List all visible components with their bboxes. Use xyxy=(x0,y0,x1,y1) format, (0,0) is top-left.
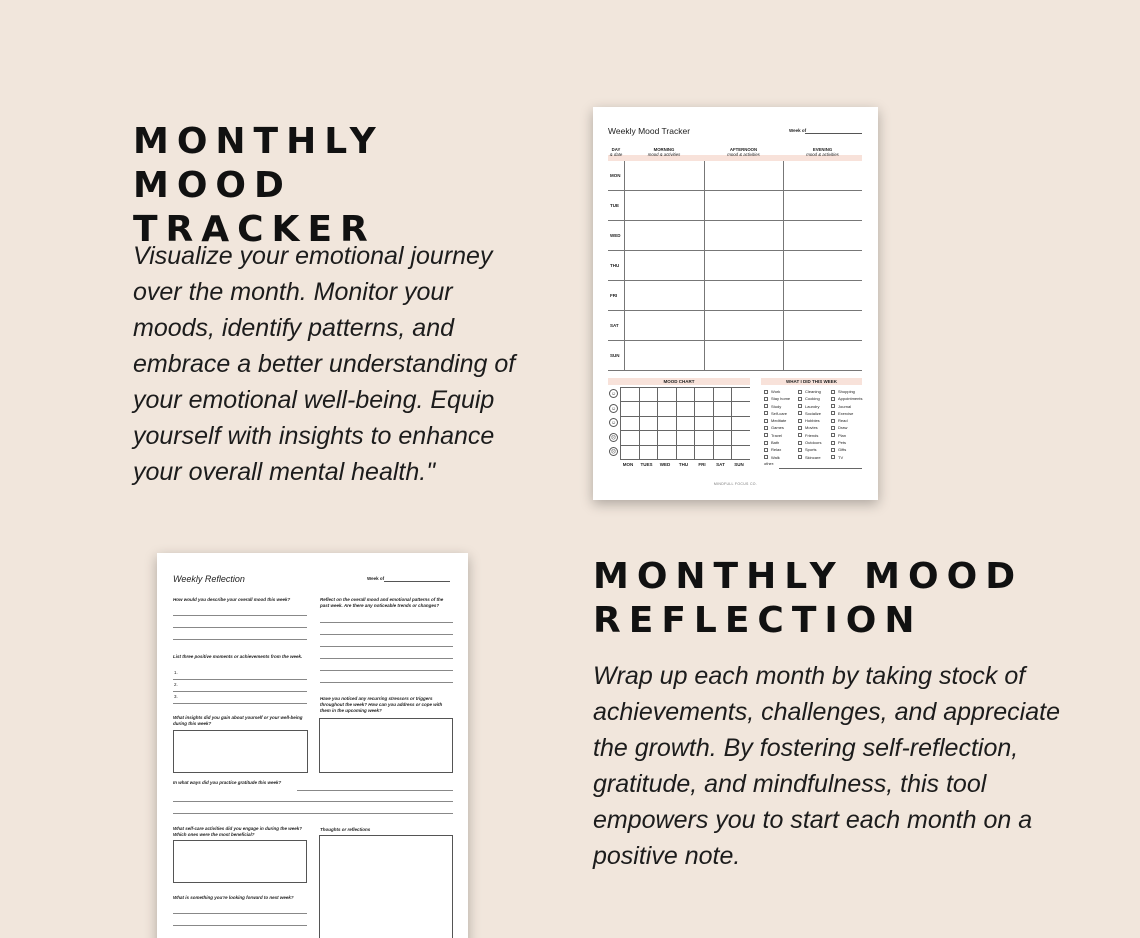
checkbox-icon xyxy=(764,433,768,437)
checkbox-icon xyxy=(798,419,802,423)
list-item[interactable]: Games xyxy=(764,424,790,431)
checkbox-icon xyxy=(831,441,835,445)
answer-box[interactable] xyxy=(173,730,308,773)
list-item[interactable]: Skincare xyxy=(798,454,821,461)
sad-face-icon: ☹ xyxy=(610,434,617,441)
question-self-care: What self-care activities did you engage in during the week? Which ones were the most beneficial? xyxy=(173,826,303,837)
list-item[interactable]: Shopping xyxy=(831,388,862,395)
answer-line[interactable] xyxy=(173,627,307,628)
checkbox-icon xyxy=(764,455,768,459)
activities-column-1 xyxy=(764,388,790,461)
question-gratitude: In what ways did you practice gratitude this week? xyxy=(173,780,282,785)
mood-chart-day-labels: MON TUES WED THU FRI SAT SUN xyxy=(622,462,744,467)
list-item[interactable]: Study xyxy=(764,403,790,410)
list-item[interactable]: Laundry xyxy=(798,403,821,410)
answer-line[interactable] xyxy=(173,925,307,926)
answer-line[interactable] xyxy=(320,634,453,635)
day-label: FRI xyxy=(610,293,618,298)
list-item[interactable]: Self-care xyxy=(764,410,790,417)
list-item[interactable]: Pets xyxy=(831,439,862,446)
header-morning: MORNING mood & activities xyxy=(647,147,681,157)
list-item[interactable]: Relax xyxy=(764,446,790,453)
day-label: THU xyxy=(610,263,620,268)
reflection-week-of-line xyxy=(384,581,450,582)
day-label: TUE xyxy=(610,203,619,208)
table-row xyxy=(608,221,862,251)
answer-line[interactable] xyxy=(173,703,307,704)
answer-line[interactable] xyxy=(173,801,453,802)
list-item[interactable]: Walk xyxy=(764,454,790,461)
happy-face-icon: ☺ xyxy=(610,405,617,412)
mood-chart-title: MOOD CHART xyxy=(608,378,750,385)
tracker-description: Visualize your emotional journey over the month. Monitor your moods, identify patterns, and embrace a better understanding of your emotional well-being. Equip yourself with insights to enhance your overall mental health." xyxy=(133,242,516,486)
other-input-line[interactable] xyxy=(779,468,862,469)
list-item[interactable]: Travel xyxy=(764,432,790,439)
checkbox-icon xyxy=(764,419,768,423)
table-row xyxy=(608,311,862,341)
answer-box[interactable] xyxy=(319,835,453,938)
tracker-day-grid xyxy=(608,161,862,371)
table-row xyxy=(608,341,862,371)
question-thoughts: Thoughts or reflections xyxy=(320,827,371,832)
list-item[interactable]: Cooking xyxy=(798,395,821,402)
answer-line[interactable] xyxy=(320,658,453,659)
answer-line[interactable] xyxy=(320,622,453,623)
activities-column-3 xyxy=(831,388,862,461)
question-looking-forward: What is something you're looking forward to next week? xyxy=(173,895,294,900)
neutral-face-icon: ☺ xyxy=(610,420,617,426)
answer-line[interactable] xyxy=(320,670,453,671)
checkbox-icon xyxy=(798,455,802,459)
question-insights: What insights did you gain about yourself or your well-being during this week? xyxy=(173,715,303,726)
table-row xyxy=(608,251,862,281)
list-item[interactable]: Outdoors xyxy=(798,439,821,446)
list-item[interactable]: Plan xyxy=(831,432,862,439)
list-item[interactable]: Exercise xyxy=(831,410,862,417)
table-row xyxy=(608,191,862,221)
day-label: SUN xyxy=(610,353,620,358)
table-row xyxy=(608,161,862,191)
list-item[interactable]: Bath xyxy=(764,439,790,446)
checkbox-icon xyxy=(764,441,768,445)
list-number: 2. xyxy=(174,682,178,687)
tracker-week-of-label: Week of xyxy=(789,128,807,133)
list-item[interactable]: Draw xyxy=(831,424,862,431)
list-item[interactable]: Work xyxy=(764,388,790,395)
answer-box[interactable] xyxy=(173,840,307,883)
checkbox-icon xyxy=(764,426,768,430)
list-item[interactable]: TV xyxy=(831,454,862,461)
tracker-table-header xyxy=(608,147,862,161)
list-item[interactable]: Stay home xyxy=(764,395,790,402)
checkbox-icon xyxy=(831,411,835,415)
list-item[interactable]: Friends xyxy=(798,432,821,439)
header-evening: EVENING mood & activities xyxy=(806,147,839,157)
header-afternoon: AFTERNOON mood & activities xyxy=(727,147,760,157)
list-number: 1. xyxy=(174,670,178,675)
checkbox-icon xyxy=(798,397,802,401)
question-positive-moments: List three positive moments or achievements from the week. xyxy=(173,654,303,659)
question-overall-mood: How would you describe your overall mood this week? xyxy=(173,597,291,602)
reflection-week-of-label: Week of xyxy=(367,576,385,581)
checkbox-icon xyxy=(798,390,802,394)
list-item[interactable]: Socialize xyxy=(798,410,821,417)
very-happy-face-icon: ☺ xyxy=(610,391,617,397)
list-item[interactable]: Journal xyxy=(831,403,862,410)
checkbox-icon xyxy=(764,448,768,452)
answer-line[interactable] xyxy=(173,615,307,616)
list-item[interactable]: Appointments xyxy=(831,395,862,402)
answer-line[interactable] xyxy=(173,913,307,914)
reflection-description: Wrap up each month by taking stock of achievements, challenges, and appreciate the growth. By fostering self-reflection, gratitude, and mindfulness, this tool empowers you to start each month on a positive note. xyxy=(593,662,1060,870)
activities-column-2 xyxy=(798,388,821,461)
checkbox-icon xyxy=(764,404,768,408)
answer-box[interactable] xyxy=(319,718,453,773)
list-item[interactable]: Meditate xyxy=(764,417,790,424)
list-item[interactable]: Movies xyxy=(798,424,821,431)
list-item[interactable]: Hobbies xyxy=(798,417,821,424)
mood-tracker-sheet xyxy=(593,107,878,500)
checkbox-icon xyxy=(831,426,835,430)
checkbox-icon xyxy=(798,404,802,408)
checkbox-icon xyxy=(764,390,768,394)
checkbox-icon xyxy=(831,390,835,394)
table-row xyxy=(608,281,862,311)
day-label: MON xyxy=(610,173,621,178)
list-item[interactable]: Cleaning xyxy=(798,388,821,395)
very-sad-face-icon: ☹ xyxy=(610,449,617,455)
checkbox-icon xyxy=(764,411,768,415)
checkbox-icon xyxy=(798,426,802,430)
tracker-week-of-line xyxy=(805,133,862,134)
answer-line[interactable] xyxy=(173,691,307,692)
answer-line[interactable] xyxy=(320,646,453,647)
reflection-heading: MONTHLY MOOD REFLECTION xyxy=(593,556,1024,641)
other-label: other: xyxy=(764,461,775,466)
tracker-footer: MINDFULL FOCUS CO. xyxy=(713,482,758,486)
question-stressors: Have you noticed any recurring stressors or triggers throughout the week? How can you address or cope with them in the upcoming week? xyxy=(320,696,443,713)
answer-line[interactable] xyxy=(173,639,307,640)
tracker-heading: MONTHLY MOOD TRACKER xyxy=(133,121,384,250)
question-reflect-patterns: Reflect on the overall mood and emotional patterns of the past week. Are there any noticeable trends or changes? xyxy=(320,597,444,608)
checkbox-icon xyxy=(831,404,835,408)
weekly-reflection-sheet xyxy=(157,553,468,938)
day-label: WED xyxy=(610,233,621,238)
header-day: DAY & date xyxy=(609,147,623,157)
what-i-did-title: WHAT I DID THIS WEEK xyxy=(761,378,862,385)
checkbox-icon xyxy=(798,448,802,452)
checkbox-icon xyxy=(764,397,768,401)
list-number: 3. xyxy=(174,694,178,699)
checkbox-icon xyxy=(798,411,802,415)
checkbox-icon xyxy=(831,455,835,459)
list-item[interactable]: Read xyxy=(831,417,862,424)
tracker-sheet-title: Weekly Mood Tracker xyxy=(608,126,691,136)
list-item[interactable]: Gifts xyxy=(831,446,862,453)
answer-line[interactable] xyxy=(173,679,307,680)
checkbox-icon xyxy=(798,433,802,437)
list-item[interactable]: Sports xyxy=(798,446,821,453)
answer-line[interactable] xyxy=(320,682,453,683)
reflection-sheet-title: Weekly Reflection xyxy=(173,574,245,584)
checkbox-icon xyxy=(798,441,802,445)
day-label: SAT xyxy=(610,323,619,328)
checkbox-icon xyxy=(831,433,835,437)
checkbox-icon xyxy=(831,397,835,401)
checkbox-icon xyxy=(831,448,835,452)
mood-chart-grid xyxy=(608,387,750,459)
answer-line[interactable] xyxy=(297,790,453,791)
answer-line[interactable] xyxy=(173,813,453,814)
checkbox-icon xyxy=(831,419,835,423)
